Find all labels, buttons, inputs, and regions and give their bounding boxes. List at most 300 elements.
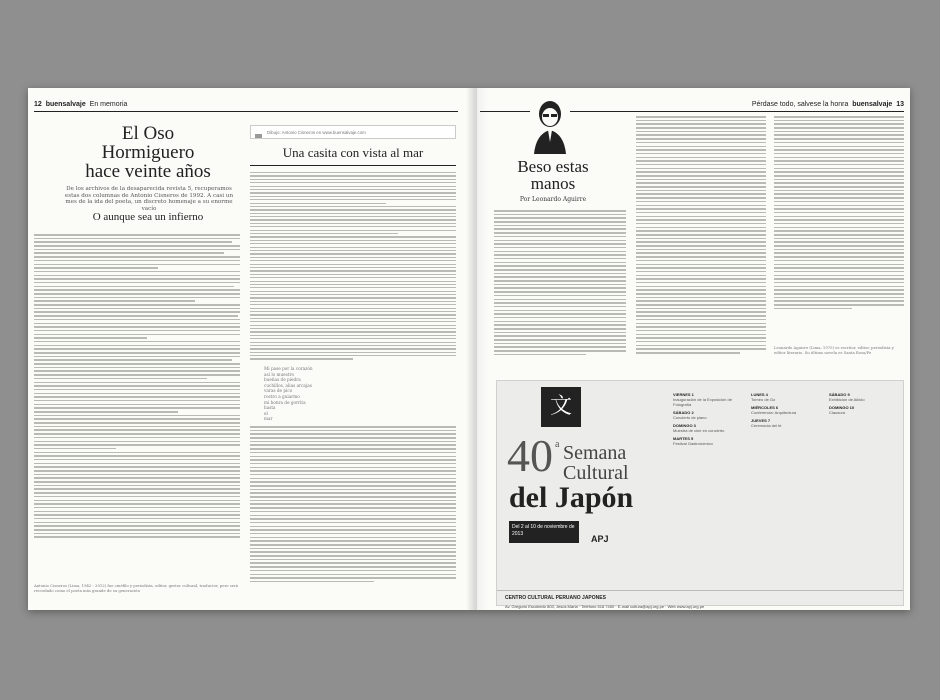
text-line [250, 529, 456, 531]
text-line [250, 264, 456, 265]
text-line [636, 252, 766, 254]
text-line [34, 256, 240, 258]
text-line [34, 426, 240, 428]
text-line [250, 189, 456, 190]
text-line [636, 337, 766, 339]
text-line [250, 463, 456, 465]
text-line [494, 335, 626, 337]
text-line [34, 396, 240, 398]
text-line [250, 518, 456, 520]
poster-event: Exhibición de Aikido [829, 397, 865, 402]
text-line [250, 270, 456, 271]
text-line [34, 234, 240, 236]
text-line [774, 304, 904, 306]
text-line [34, 286, 234, 288]
text-line [636, 297, 766, 299]
magazine-spread [28, 88, 910, 610]
poster-title-line: Cultural [563, 462, 629, 484]
text-line [250, 172, 456, 173]
text-line [636, 146, 766, 148]
text-line [494, 313, 626, 315]
text-line [34, 477, 240, 479]
text-line [774, 275, 904, 277]
text-line [636, 134, 766, 136]
text-line [636, 308, 766, 310]
text-line [34, 282, 240, 284]
text-line [34, 293, 240, 295]
text-line [494, 339, 626, 341]
text-line [636, 352, 740, 354]
text-line [250, 511, 456, 513]
text-line [636, 190, 766, 192]
text-line [250, 203, 386, 204]
text-line [636, 282, 766, 284]
text-line [494, 236, 626, 238]
text-line [250, 223, 456, 224]
text-line [34, 260, 240, 262]
right-caption: Leonardo Aguirre (Lima, 1975) es escritor, editor, periodista y editor literario. Su último novela es Santa Rosa/Fe [774, 346, 894, 355]
text-line [774, 297, 904, 299]
text-line [636, 182, 766, 184]
page-gutter [466, 88, 488, 610]
text-line [250, 175, 456, 176]
poem-line: bueñas de piedra [264, 377, 301, 383]
poster-event: Inauguración de la Exposición de Fotografía [673, 397, 732, 407]
poster-event: Clausura [829, 410, 846, 415]
text-line [34, 359, 232, 361]
text-line [636, 300, 766, 302]
text-line [34, 514, 240, 516]
poster-event: Torneo de Go [751, 397, 776, 402]
text-line [774, 249, 904, 251]
text-line [636, 168, 766, 170]
text-line [250, 441, 456, 443]
text-line [250, 328, 456, 329]
text-line [636, 164, 766, 166]
text-line [34, 533, 240, 535]
right-folio [752, 101, 904, 108]
text-line [34, 356, 240, 358]
text-line [34, 481, 240, 483]
text-line [34, 437, 240, 439]
poster-day: SÁBADO 9 [829, 392, 850, 397]
text-line [250, 206, 456, 207]
text-line [34, 485, 240, 487]
text-line [494, 299, 626, 301]
text-line [250, 243, 456, 244]
text-line [636, 345, 766, 347]
text-line [250, 444, 456, 446]
text-line [250, 301, 456, 302]
text-line [250, 355, 456, 356]
text-line [774, 120, 904, 122]
poem-line: rostro a guiarmo [264, 393, 300, 399]
text-line [250, 544, 456, 546]
text-line [636, 142, 766, 144]
title-line: Hormiguero [101, 142, 195, 163]
text-line [636, 286, 766, 288]
text-line [34, 289, 240, 291]
poster-event: Muestra de cine en concierto [673, 428, 725, 433]
left-folio [34, 101, 127, 108]
text-line [250, 342, 456, 343]
text-line [34, 459, 240, 461]
text-line [494, 214, 626, 216]
text-line [636, 175, 766, 177]
text-line [494, 269, 626, 271]
text-line [494, 276, 626, 278]
text-line [774, 289, 904, 291]
text-line [250, 281, 456, 282]
text-line [250, 426, 456, 428]
text-line [636, 289, 766, 291]
text-line [250, 318, 456, 319]
left-column-rule [250, 165, 456, 166]
text-line [494, 221, 626, 223]
text-line [250, 192, 456, 193]
text-line [34, 404, 240, 406]
text-line [250, 515, 456, 517]
text-line [494, 232, 626, 234]
text-line [250, 570, 456, 572]
text-line [250, 219, 456, 220]
text-line [636, 123, 766, 125]
right-body-column-1 [494, 210, 626, 376]
poem-line: mar [264, 416, 273, 422]
text-line [34, 470, 240, 472]
text-line [774, 241, 904, 243]
poster-title-line: Semana [563, 442, 627, 464]
text-line [774, 252, 904, 254]
text-line [34, 311, 240, 313]
text-line [636, 234, 766, 236]
text-line [250, 452, 456, 454]
text-line [250, 492, 456, 494]
text-line [250, 496, 456, 498]
text-line [774, 146, 904, 148]
text-line [250, 478, 456, 480]
text-line [636, 116, 766, 118]
text-line [774, 286, 904, 288]
text-line [774, 293, 904, 295]
text-line [636, 304, 766, 306]
text-line [250, 179, 456, 180]
text-line [636, 208, 766, 210]
text-line [250, 240, 456, 241]
poem-line: mi honra de gorrita [264, 399, 306, 405]
text-line [774, 142, 904, 144]
text-line [34, 536, 240, 538]
left-column-title: Una casita con vista al mar [282, 146, 424, 159]
text-line [250, 481, 456, 483]
text-line [250, 196, 456, 197]
text-line [494, 328, 626, 330]
left-body-column-2 [250, 172, 456, 362]
text-line [34, 389, 240, 391]
text-line [636, 193, 766, 195]
title-line: hace veinte años [85, 161, 211, 181]
poster-edition: 40 [507, 433, 553, 481]
text-line [494, 262, 626, 264]
poster-event: Conferencia: Arquitectura [751, 410, 797, 415]
text-line [494, 228, 626, 230]
text-line [34, 525, 240, 527]
text-line [494, 210, 626, 212]
left-body-column-2b [250, 426, 456, 602]
text-line [250, 574, 456, 576]
text-line [250, 548, 456, 550]
right-article-title [494, 158, 612, 192]
right-body-column-3 [774, 116, 904, 342]
text-line [774, 164, 904, 166]
text-line [774, 127, 904, 129]
text-line [250, 489, 456, 491]
right-page-number: 13 [896, 101, 904, 108]
text-line [34, 488, 240, 490]
text-line [774, 175, 904, 177]
text-line [494, 280, 626, 282]
text-line [34, 348, 240, 350]
text-line [636, 153, 766, 155]
text-line [774, 134, 904, 136]
text-line [494, 217, 626, 219]
left-credit: Dibujo: Antonio Cisneros en www.buensalvaje.com [267, 130, 366, 135]
text-line [250, 230, 456, 231]
text-line [494, 225, 626, 227]
text-line [34, 496, 240, 498]
text-line [250, 213, 456, 214]
text-line [250, 459, 456, 461]
text-line [250, 348, 456, 349]
left-magazine-name: buensalvaje [45, 101, 86, 108]
poster-sponsor-logo [591, 527, 637, 543]
poster-superscript: a [555, 439, 560, 450]
left-body-column-1 [34, 234, 240, 592]
text-line [774, 300, 904, 302]
text-line [774, 193, 904, 195]
text-line [250, 291, 456, 292]
text-line [774, 157, 904, 159]
text-line [250, 526, 456, 528]
text-line [250, 226, 456, 227]
text-line [494, 343, 626, 345]
text-line [250, 345, 456, 346]
right-byline: Por Leonardo Aguirre [519, 196, 587, 203]
text-line [636, 256, 766, 258]
text-line [250, 485, 456, 487]
text-line [636, 223, 766, 225]
text-line [494, 295, 626, 297]
text-line [34, 352, 240, 354]
left-subhead: O aunque sea un infierno [92, 212, 204, 223]
text-line [636, 149, 766, 151]
text-line [250, 250, 456, 251]
text-line [494, 254, 626, 256]
text-line [250, 199, 456, 200]
title-line: Beso estas [517, 158, 589, 176]
text-line [774, 308, 852, 310]
text-line [774, 223, 904, 225]
poster-day: DOMINGO 10 [829, 405, 855, 410]
text-line [636, 127, 766, 129]
poster-schedule-col-2 [751, 389, 825, 428]
text-line [774, 219, 904, 221]
text-line [774, 186, 904, 188]
text-line [250, 257, 456, 258]
text-line [34, 422, 240, 424]
text-line [494, 247, 626, 249]
text-line [636, 241, 766, 243]
text-line [636, 315, 766, 317]
text-line [774, 205, 904, 207]
text-line [250, 308, 456, 309]
text-line [774, 267, 904, 269]
text-line [250, 467, 456, 469]
text-line [34, 441, 240, 443]
poem-line: el [264, 410, 268, 416]
text-line [636, 264, 766, 266]
text-line [250, 335, 456, 336]
text-line [250, 182, 456, 183]
text-line [34, 264, 240, 266]
text-line [774, 234, 904, 236]
text-line [774, 216, 904, 218]
text-line [774, 212, 904, 214]
text-line [34, 370, 240, 372]
text-line [34, 385, 240, 387]
text-line [636, 341, 766, 343]
text-line [774, 208, 904, 210]
text-line [774, 245, 904, 247]
text-line [636, 205, 766, 207]
left-deck: De los archivos de la desaparecida revista 5, recuperamos estas dos columnas de Antonio Cisneros de 1992. A casi un mes de la ida del poeta, un discreto homenaje a su enorme vacío [64, 186, 234, 212]
text-line [636, 120, 766, 122]
text-line [636, 157, 766, 159]
text-line [250, 253, 456, 254]
text-line [636, 245, 766, 247]
text-line [774, 260, 904, 262]
text-line [774, 160, 904, 162]
text-line [636, 197, 766, 199]
text-line [34, 507, 240, 509]
text-line [636, 160, 766, 162]
text-line [774, 256, 904, 258]
text-line [34, 278, 240, 280]
text-line [636, 323, 766, 325]
text-line [34, 341, 240, 343]
poster-event: Festival Gastronómico [673, 441, 713, 446]
text-line [494, 321, 626, 323]
text-line [494, 240, 626, 242]
text-line [34, 415, 240, 417]
text-line [494, 302, 626, 304]
text-line [250, 284, 456, 285]
text-line [636, 260, 766, 262]
text-line [636, 275, 766, 277]
poem-line: hasta [264, 405, 276, 411]
text-line [34, 330, 240, 332]
text-line [250, 304, 456, 305]
text-line [774, 197, 904, 199]
text-line [34, 252, 224, 254]
text-line [494, 354, 586, 356]
text-line [494, 243, 626, 245]
text-line [494, 306, 626, 308]
text-line [250, 277, 456, 278]
text-line [774, 138, 904, 140]
poster-day: DOMINGO 3 [673, 423, 696, 428]
poem-line: cuchillos, alias arcajas [264, 382, 312, 388]
text-line [250, 338, 456, 339]
text-line [636, 271, 766, 273]
left-page-number: 12 [34, 101, 42, 108]
text-line [34, 452, 240, 454]
text-line [774, 149, 904, 151]
text-line [250, 274, 456, 275]
poster-dates: Del 2 al 10 de noviembre de 2013 [509, 521, 579, 543]
text-line [250, 236, 456, 237]
text-line [250, 267, 456, 268]
text-line [636, 179, 766, 181]
poster-day: MIÉRCOLES 6 [751, 405, 779, 410]
poster-event: Concierto de piano [673, 415, 707, 420]
text-line [636, 219, 766, 221]
left-poem [264, 366, 384, 422]
text-line [34, 529, 240, 531]
text-line [250, 559, 456, 561]
poster-sponsor: APJ [591, 534, 609, 543]
text-line [250, 474, 456, 476]
text-line [250, 533, 456, 535]
text-line [250, 507, 456, 509]
text-line [34, 463, 240, 465]
text-line [34, 241, 232, 243]
text-line [494, 324, 626, 326]
text-line [250, 540, 456, 542]
text-line [774, 182, 904, 184]
text-line [34, 326, 240, 328]
text-line [34, 511, 240, 513]
text-line [636, 311, 766, 313]
text-line [774, 168, 904, 170]
event-poster [496, 380, 904, 609]
text-line [250, 297, 456, 298]
text-line [34, 367, 240, 369]
text-line [250, 437, 456, 439]
text-line [774, 171, 904, 173]
poster-footer-rule [497, 590, 903, 591]
text-line [250, 325, 456, 326]
text-line [250, 331, 456, 332]
poster-event: Ceremonia del té [751, 423, 782, 428]
text-line [250, 314, 456, 315]
text-line [636, 278, 766, 280]
text-line [250, 358, 353, 359]
text-line [494, 350, 626, 352]
right-body-column-2 [636, 116, 766, 376]
poster-day: SÁBADO 2 [673, 410, 694, 415]
text-line [774, 179, 904, 181]
text-line [34, 267, 158, 269]
text-line [250, 551, 456, 553]
text-line [250, 260, 456, 261]
text-line [636, 267, 766, 269]
text-line [250, 562, 456, 564]
text-line [34, 393, 240, 395]
text-line [34, 319, 240, 321]
text-line [34, 455, 240, 457]
text-line [250, 294, 456, 295]
